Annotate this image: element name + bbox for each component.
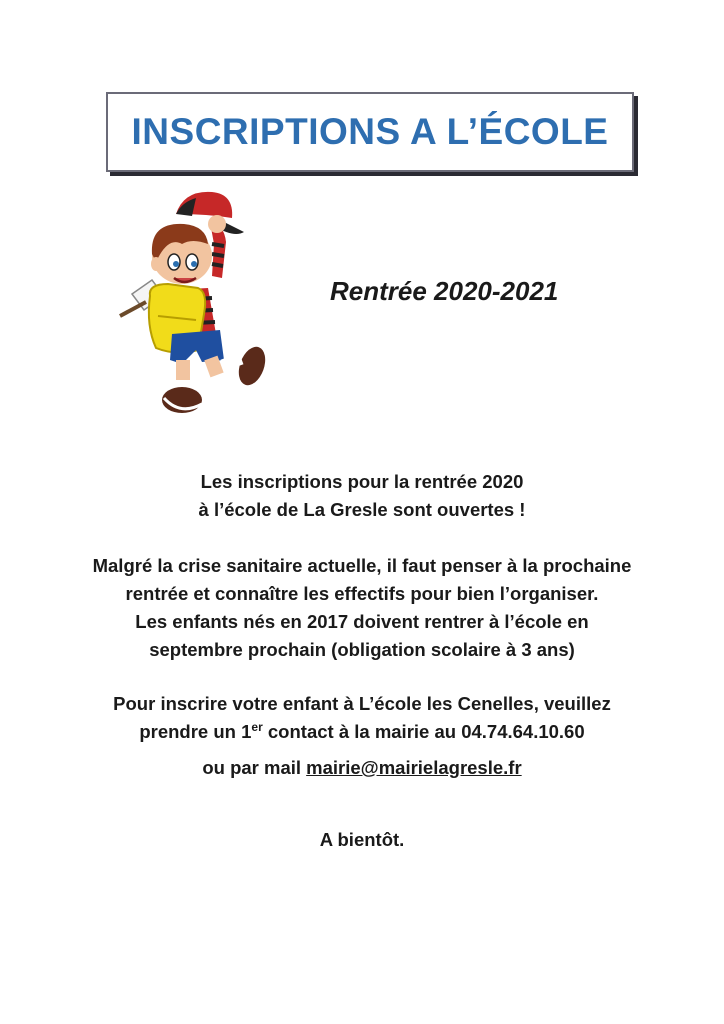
contact-phone-text: contact à la mairie au 04.74.64.10.60 (262, 721, 585, 742)
contact-line-1: Pour inscrire votre enfant à L’école les Cenelles, veuillez (113, 693, 611, 714)
announcement-body (40, 468, 684, 854)
ordinal-superscript: er (251, 719, 263, 734)
info-line-1: Malgré la crise sanitaire actuelle, il faut penser à la prochaine (92, 555, 632, 576)
info-line-4: septembre prochain (obligation scolaire à 3 ans) (149, 639, 575, 660)
contact-line-2 (40, 718, 684, 746)
info-line-3: Les enfants nés en 2017 doivent rentrer à l’école en (135, 611, 589, 632)
contact-line-2-start: prendre un 1 (139, 721, 252, 742)
page-title: INSCRIPTIONS A L’ÉCOLE (131, 111, 609, 152)
contact-mail-line (40, 754, 684, 782)
schoolboy-mascot-icon (112, 184, 278, 428)
mail-prefix: ou par mail (202, 757, 307, 778)
title-box (106, 92, 634, 172)
school-year-heading: Rentrée 2020-2021 (330, 276, 559, 306)
intro-line-2: à l’école de La Gresle sont ouvertes ! (198, 499, 526, 520)
closing-text: A bientôt. (319, 829, 405, 850)
intro-line-1: Les inscriptions pour la rentrée 2020 (200, 471, 524, 492)
mail-link[interactable]: mairie@mairielagresle.fr (306, 757, 522, 778)
info-line-2: rentrée et connaître les effectifs pour bien l’organiser. (125, 583, 599, 604)
